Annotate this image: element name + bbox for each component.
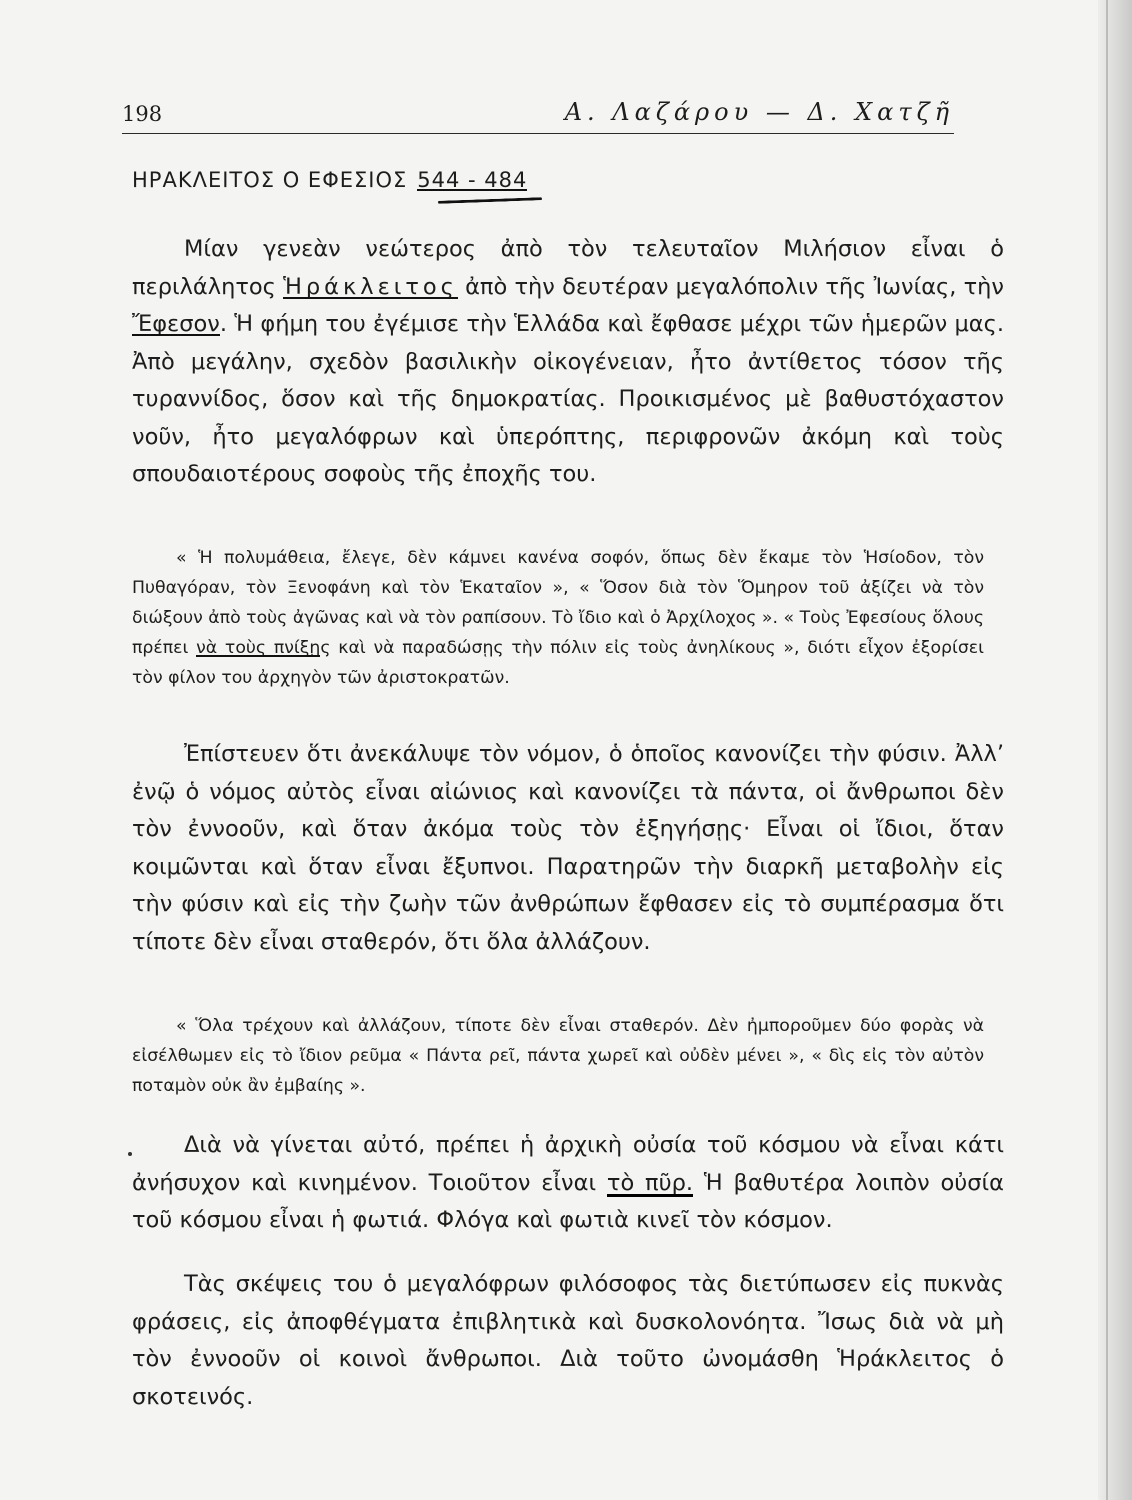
paragraph-1: [132, 231, 1004, 494]
quote-1-marked: νὰ τοὺς πνίξῃ: [196, 638, 321, 658]
quote-1-text-a: « Ἡ πολυμάθεια, ἔλεγε, δὲν κάμνει κανένα σοφόν, ὅπως δὲν ἔκαμε τὸν Ἡσίοδον, τὸν Πυθαγόραν, τὸν Ξενοφάνη καὶ τὸν Ἑκαταῖον », « Ὅσον διὰ τὸν Ὅμηρον τοῦ ἀξίζει νὰ τὸν διώξουν ἀπὸ τοὺς ἀγῶνας καὶ νὰ τὸν ραπίσουν. Τὸ ἴδιο καὶ ὁ Ἀρχίλοχος ». « Τοὺς Ἐφεσίους ὅλους πρέπει: [132, 548, 984, 658]
quote-1-text-b: ς καὶ νὰ παραδώσῃς τὴν πόλιν εἰς τοὺς ἀνηλίκους », διότι εἶχον ἐξορίσει τὸν φίλον του ἀρχηγὸν τῶν ἀριστοκρατῶν.: [132, 638, 984, 688]
paragraph-3-text-a: Διὰ νὰ γίνεται αὐτό, πρέπει ἡ ἀρχικὴ οὐσία τοῦ κόσμου νὰ εἶναι κάτι ἀνήσυχον καὶ κινημένον. Τοιοῦτον εἶναι: [132, 1132, 1004, 1196]
paragraph-3: [132, 1127, 1004, 1240]
quote-1: [132, 543, 984, 693]
paragraph-2: Ἐπίστευεν ὅτι ἀνεκάλυψε τὸν νόμον, ὁ ὁποῖος κανονίζει τὴν φύσιν. Ἀλλ’ ἐνῷ ὁ νόμος αὐτὸς εἶναι αἰώνιος καὶ κανονίζει τὰ πάντα, οἱ ἄνθρωποι δὲν τὸν ἐννοοῦν, καὶ ὅταν ἀκόμα τοὺς τὸν ἐξηγήσῃς· Εἶναι οἱ ἴδιοι, ὅταν κοιμῶνται καὶ ὅταν εἶναι ἔξυπνοι. Παρατηρῶν τὴν διαρκῆ μεταβολὴν εἰς τὴν φύσιν καὶ εἰς τὴν ζωὴν τῶν ἀνθρώπων ἔφθασεν εἰς τὸ συμπέρασμα ὅτι τίποτε δὲν εἶναι σταθερόν, ὅτι ὅλα ἀλλάζουν.: [132, 741, 1004, 955]
section-dates: 544 - 484: [417, 168, 528, 192]
page-edge-shadow: [1098, 0, 1132, 1500]
section-title: ΗΡΑΚΛΕΙΤΟΣ Ο ΕΦΕΣΙΟΣ: [132, 168, 408, 192]
header-rule: [122, 133, 954, 134]
paragraph-3-text-b: Ἡ βαθυτέρα λοιπὸν οὐσία τοῦ κόσμου εἶναι ἡ φωτιά. Φλόγα καὶ φωτιὰ κινεῖ τὸν κόσμον.: [132, 1169, 1004, 1233]
section-heading: [132, 168, 527, 192]
ephesus-name: Ἔφεσον: [132, 311, 220, 337]
running-head: Α. Λαζάρου — Δ. Χατζῆ: [564, 98, 954, 126]
paragraph-4: Τὰς σκέψεις του ὁ μεγαλόφρων φιλόσοφος τὰς διετύπωσεν εἰς πυκνὰς φράσεις, εἰς ἀποφθέγματα ἐπιβλητικὰ καὶ δυσκολονόητα. Ἴσως διὰ νὰ μὴ τὸν ἐννοοῦν οἱ κοινοὶ ἄνθρωποι. Διὰ τοῦτο ὠνομάσθη Ἡράκλειτος ὁ σκοτεινός.: [132, 1271, 1004, 1410]
paragraph-1-text-c: . Ἡ φήμη του ἐγέμισε τὴν Ἑλλάδα καὶ ἔφθασε μέχρι τῶν ἡμερῶν μας. Ἀπὸ μεγάλην, σχεδὸν βασιλικὴν οἰκογένειαν, ἦτο ἀντίθετος τόσον τῆς τυραννίδος, ὅσον καὶ τῆς δημοκρατίας. Προικισμένος μὲ βαθυστόχαστον νοῦν, ἦτο μεγαλόφρων καὶ ὑπερόπτης, περιφρονῶν ἀκόμη καὶ τοὺς σπουδαιοτέρους σοφοὺς τῆς ἐποχῆς του.: [132, 311, 1004, 487]
pen-underline: [438, 197, 542, 204]
paragraph-1-text-a: Μίαν γενεὰν νεώτερος ἀπὸ τὸν τελευταῖον Μιλήσιον εἶναι ὁ περιλάλητος: [132, 236, 1004, 300]
page-number: 198: [122, 102, 163, 126]
quote-2: « Ὅλα τρέχουν καὶ ἀλλάζουν, τίποτε δὲν εἶναι σταθερόν. Δὲν ἠμποροῦμεν δύο φορὰς νὰ εἰσέλθωμεν εἰς τὸ ἴδιον ρεῦμα « Πάντα ρεῖ, πάντα χωρεῖ καὶ οὐδὲν μένει », « δὶς εἰς τὸν αὐτὸν ποταμὸν οὐκ ἂν ἐμβαίης ».: [132, 1016, 984, 1096]
page-header: [122, 98, 954, 128]
fire-phrase: τὸ πῦρ.: [606, 1169, 694, 1196]
heraclitus-name: Ἡράκλειτος: [283, 273, 458, 300]
paragraph-1-text-b: ἀπὸ τὴν δευτέραν μεγαλόπολιν τῆς Ἰωνίας, τὴν: [457, 273, 1004, 300]
